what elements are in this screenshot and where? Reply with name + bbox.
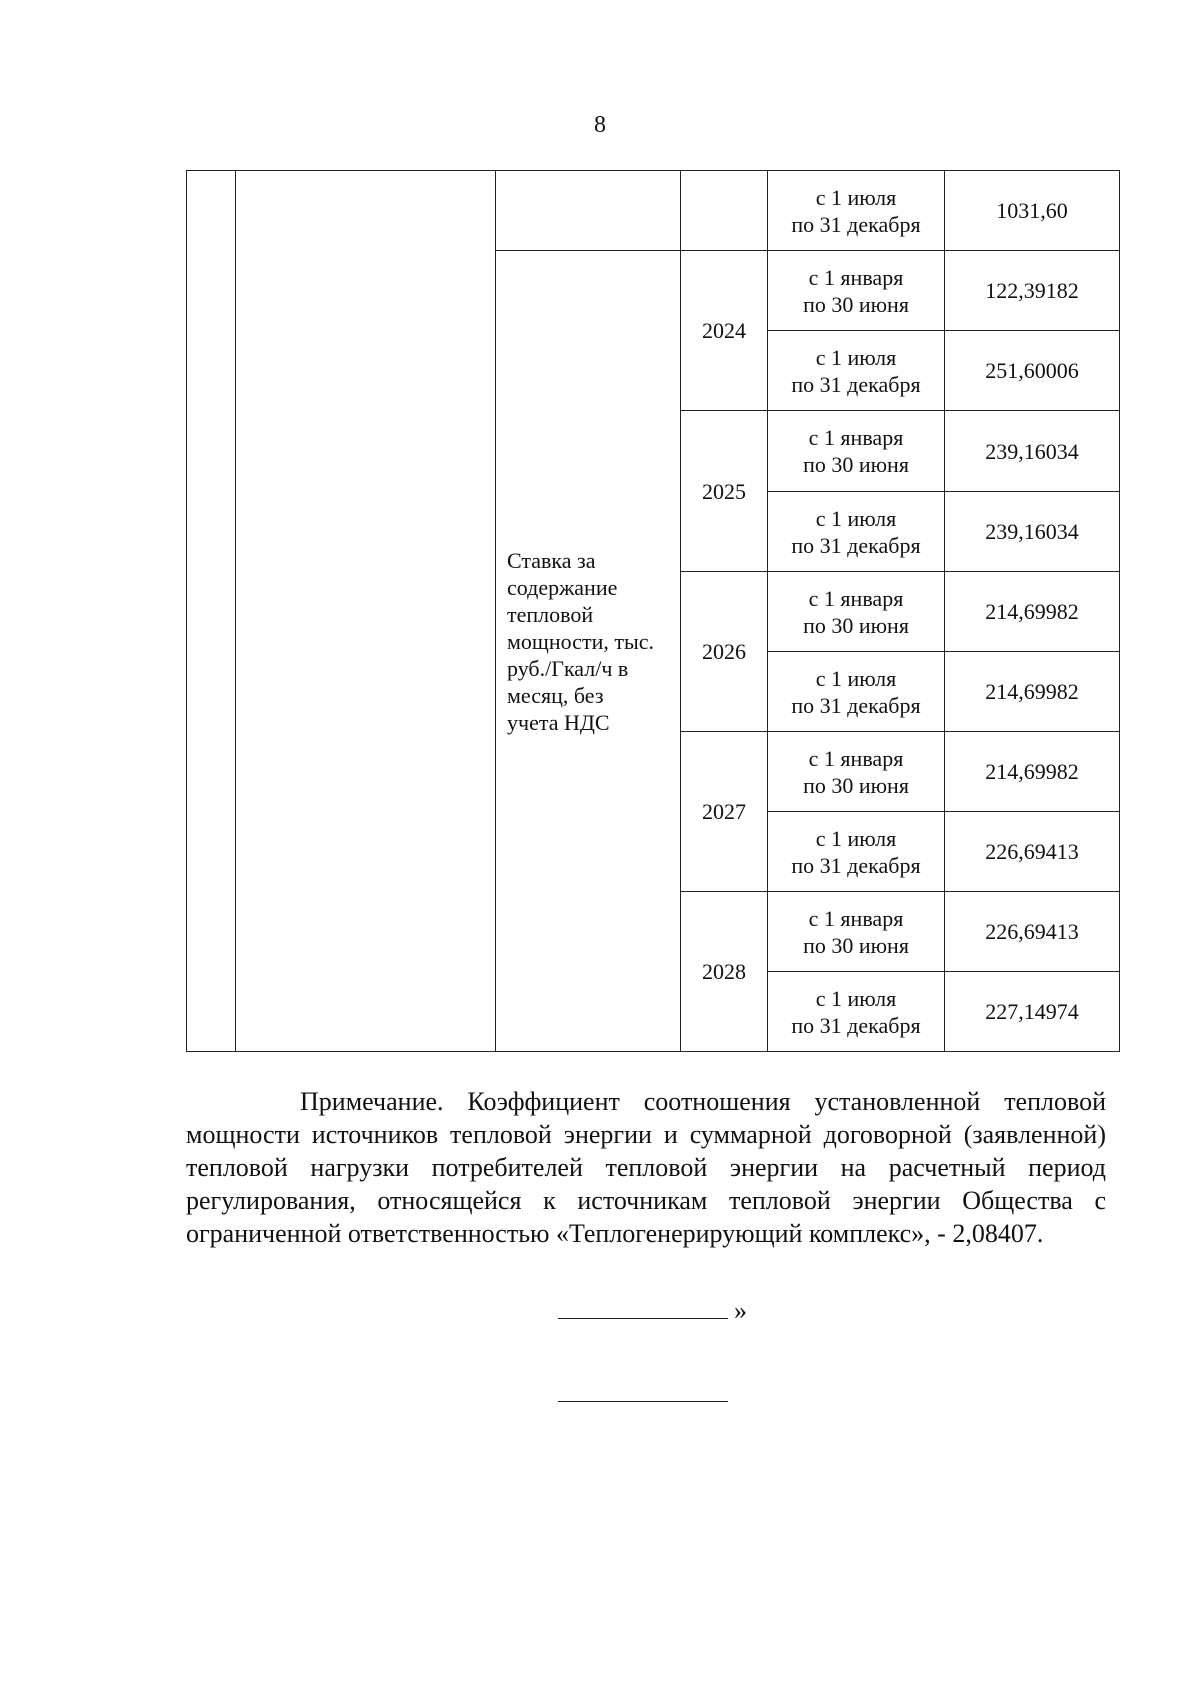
row-number-cell [187, 171, 236, 1052]
rate-name-cell-prev [496, 171, 681, 251]
value-cell: 226,69413 [945, 892, 1120, 972]
signature-line [558, 1318, 728, 1319]
year-cell: 2024 [681, 251, 768, 411]
value-cell: 227,14974 [945, 972, 1120, 1052]
value-cell: 251,60006 [945, 331, 1120, 411]
value-cell: 214,69982 [945, 572, 1120, 652]
value-cell: 214,69982 [945, 652, 1120, 732]
year-cell: 2025 [681, 411, 768, 572]
note-text: Примечание. Коэффициент соотношения установленной тепловой мощности источников тепловой энергии и суммарной договорной (заявленной) тепловой нагрузки потребителей тепловой энергии на расчетный период регулирования, относящейся к источникам тепловой энергии Общества с ограниченной ответственностью «Теплогенерирующий комплекс», - 2,08407. [186, 1087, 1106, 1248]
rate-name-cell [496, 251, 681, 1052]
period-cell: с 1 июля по 31 декабря [768, 972, 945, 1052]
period-cell: с 1 января по 30 июня [768, 251, 945, 331]
period-cell: с 1 июля по 31 декабря [768, 171, 945, 251]
table-row [187, 171, 1120, 251]
year-cell: 2026 [681, 572, 768, 732]
period-cell: с 1 января по 30 июня [768, 411, 945, 492]
value-cell: 226,69413 [945, 812, 1120, 892]
year-cell: 2028 [681, 892, 768, 1052]
value-cell: 239,16034 [945, 411, 1120, 492]
tariff-table [186, 170, 1120, 1052]
page-number: 8 [594, 112, 606, 138]
value-cell: 1031,60 [945, 171, 1120, 251]
year-cell: 2027 [681, 732, 768, 892]
value-cell: 122,39182 [945, 251, 1120, 331]
period-cell: с 1 июля по 31 декабря [768, 812, 945, 892]
value-cell: 239,16034 [945, 492, 1120, 572]
rate-name-text: Ставка за содержание тепловой мощности, тыс. руб./Гкал/ч в месяц, без учета НДС [507, 547, 654, 735]
note [186, 1085, 1106, 1250]
year-cell-prev [681, 171, 768, 251]
closing-quote: » [734, 1296, 747, 1325]
period-cell: с 1 июля по 31 декабря [768, 652, 945, 732]
value-cell: 214,69982 [945, 732, 1120, 812]
period-cell: с 1 января по 30 июня [768, 732, 945, 812]
signature-line-2 [558, 1401, 728, 1402]
organization-cell [236, 171, 496, 1052]
period-cell: с 1 июля по 31 декабря [768, 331, 945, 411]
period-cell: с 1 января по 30 июня [768, 572, 945, 652]
period-cell: с 1 января по 30 июня [768, 892, 945, 972]
period-cell: с 1 июля по 31 декабря [768, 492, 945, 572]
